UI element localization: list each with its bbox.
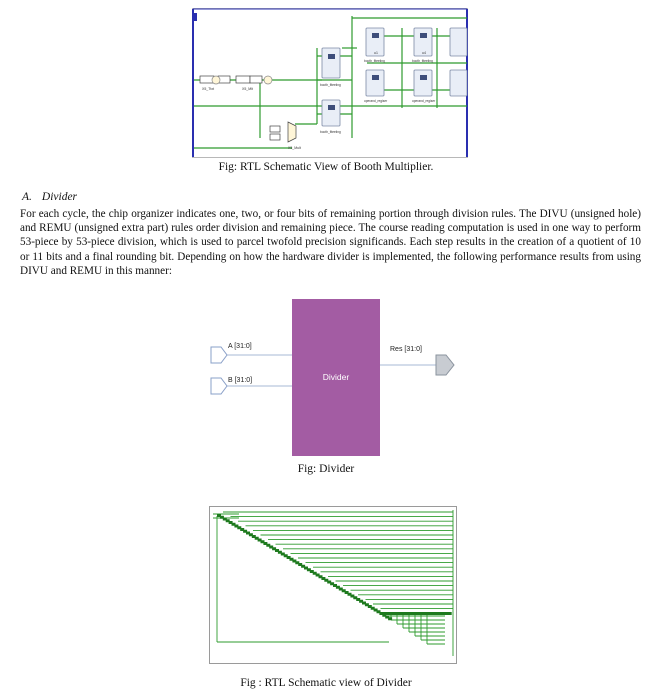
svg-text:u4: u4 xyxy=(422,51,426,55)
divider-rtl-svg xyxy=(209,506,457,664)
divider-block-figure xyxy=(200,296,460,458)
port-b-label: B [31:0] xyxy=(228,377,253,384)
booth-schematic-figure xyxy=(192,8,468,158)
rtl-cell xyxy=(448,612,452,615)
divider-rtl-figure xyxy=(209,506,457,664)
booth-block-label: booth_fiteeiing xyxy=(320,130,341,134)
booth-figure-caption: Fig: RTL Schematic View of Booth Multiplier. xyxy=(218,161,434,173)
divider-block-label: Divider xyxy=(322,372,350,382)
port-b-connector xyxy=(211,378,227,394)
svg-text:X5_Mult: X5_Mult xyxy=(288,146,301,150)
booth-schematic-svg xyxy=(192,8,468,158)
port-a-connector xyxy=(211,347,227,363)
port-a-label: A [31:0] xyxy=(228,343,252,350)
booth-register-label: operand_regiser xyxy=(412,99,436,103)
svg-text:u1: u1 xyxy=(374,51,378,55)
booth-register-label: operand_regiser xyxy=(364,99,388,103)
svg-text:X5_Mlt: X5_Mlt xyxy=(242,87,253,91)
port-res-label: Res [31:0] xyxy=(390,346,422,353)
rtl-cell xyxy=(388,617,392,620)
body-paragraph: For each cycle, the chip organizer indicates one, two, or four bits of remaining portion through division rules. The DIVU (unsigned hole) and REMU (unsigned extra part) rules order division and remaining piece. The course reading computation is used in one way to perform 53-piece by 53-piece division, which is used to parcel twofold precision significands. Each step results in the creation of a quotient of 10 or 11 bits and a final rounding bit. Depending on how the hardware divider is implemented, the following performance results from using DIVU and REMU in this manner: xyxy=(20,208,641,277)
port-res-connector xyxy=(436,355,454,375)
section-title: Divider xyxy=(41,191,78,203)
section-heading xyxy=(22,191,77,203)
divider-block-svg xyxy=(200,296,460,458)
booth-block-label: booth_fiteeiing xyxy=(412,59,433,63)
booth-block-label: booth_fiteeiing xyxy=(320,83,341,87)
svg-text:X5_Ttxt: X5_Ttxt xyxy=(202,87,215,91)
booth-block-label: booth_fiteeiing xyxy=(364,59,385,63)
divider-figure-caption: Fig: Divider xyxy=(297,463,355,475)
divider-rtl-figure-caption: Fig : RTL Schematic view of Divider xyxy=(240,677,412,689)
section-number: A. xyxy=(22,191,32,203)
